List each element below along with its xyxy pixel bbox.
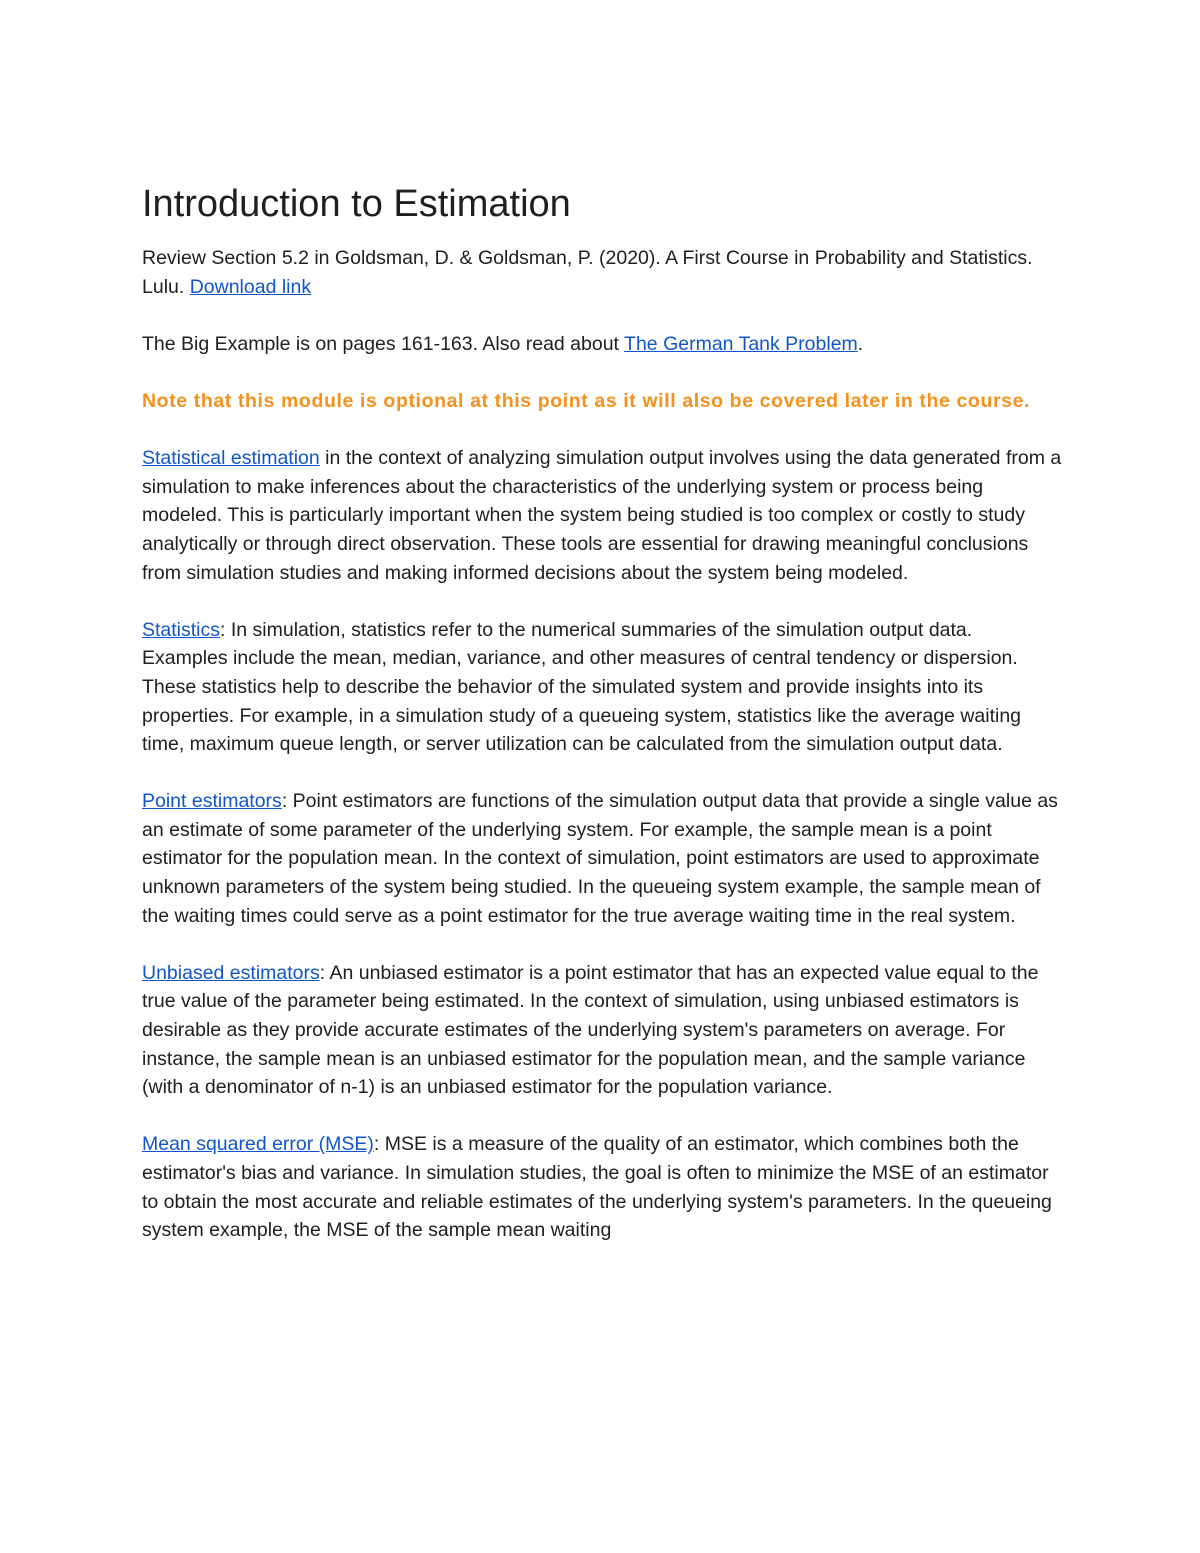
mse-link[interactable]: Mean squared error (MSE) [142,1133,374,1156]
review-paragraph [142,244,1062,301]
section-statistical-estimation [142,444,1062,587]
big-example-paragraph [142,330,1062,359]
section-mse [142,1130,1062,1244]
big-example-suffix: . [857,332,864,355]
section-text: : Point estimators are functions of the simulation output data that provide a single value as an estimate of some parameter of the underlying system. For example, the sample mean is a point estimator for the population mean. In the context of simulation, point estimators are used to approximate unknown parameters of the system being studied. In the queueing system example, the sample mean of the waiting times could serve as a point estimator for the true average waiting time in the real system. [142,790,1058,927]
page-title: Introduction to Estimation [142,183,571,225]
point-estimators-link[interactable]: Point estimators [142,790,282,813]
big-example-text: The Big Example is on pages 161-163. Also read about [142,332,625,355]
section-text: : In simulation, statistics refer to the numerical summaries of the simulation output data. Examples include the mean, median, variance, and other measures of central tendency or dispersion. These statistics help to describe the behavior of the simulated system and provide insights into its properties. For example, in a simulation study of a queueing system, statistics like the average waiting time, maximum queue length, or server utilization can be calculated from the simulation output data. [142,618,1022,756]
review-text: Review Section 5.2 in Goldsman, D. & Goldsman, P. (2020). A First Course in Probability and Statistics. Lulu. [142,247,1033,298]
unbiased-estimators-link[interactable]: Unbiased estimators [142,961,320,984]
download-link[interactable]: Download link [189,275,312,298]
statistics-link[interactable]: Statistics [142,618,221,641]
section-text: : An unbiased estimator is a point estimator that has an expected value equal to the true value of the parameter being estimated. In the context of simulation, using unbiased estimators is desirable as they provide accurate estimates of the underlying system's parameters on average. For instance, the sample mean is an unbiased estimator for the population mean, and the sample variance (with a denominator of n-1) is an unbiased estimator for the population variance. [142,961,1039,1099]
statistical-estimation-link[interactable]: Statistical estimation [142,447,320,470]
section-text: : MSE is a measure of the quality of an estimator, which combines both the estimator's bias and variance. In simulation studies, the goal is often to minimize the MSE of an estimator to obtain the most accurate and reliable estimates of the underlying system's parameters. In the queueing system example, the MSE of the sample mean waiting [142,1133,1052,1242]
section-text: in the context of analyzing simulation output involves using the data generated from a simulation to make inferences about the characteristics of the underlying system or process being modeled. This is particularly important when the system being studied is too complex or costly to study analytically or through direct observation. These tools are essential for drawing meaningful conclusions from simulation studies and making informed decisions about the system being modeled. [142,447,1062,584]
optional-module-note: Note that this module is optional at this point as it will also be covered later in the course. [142,389,1031,412]
section-statistics [142,616,1062,759]
german-tank-problem-link[interactable]: The German Tank Problem [624,332,858,355]
section-point-estimators [142,787,1062,930]
section-unbiased-estimators [142,959,1062,1102]
document-page [142,180,1062,1273]
